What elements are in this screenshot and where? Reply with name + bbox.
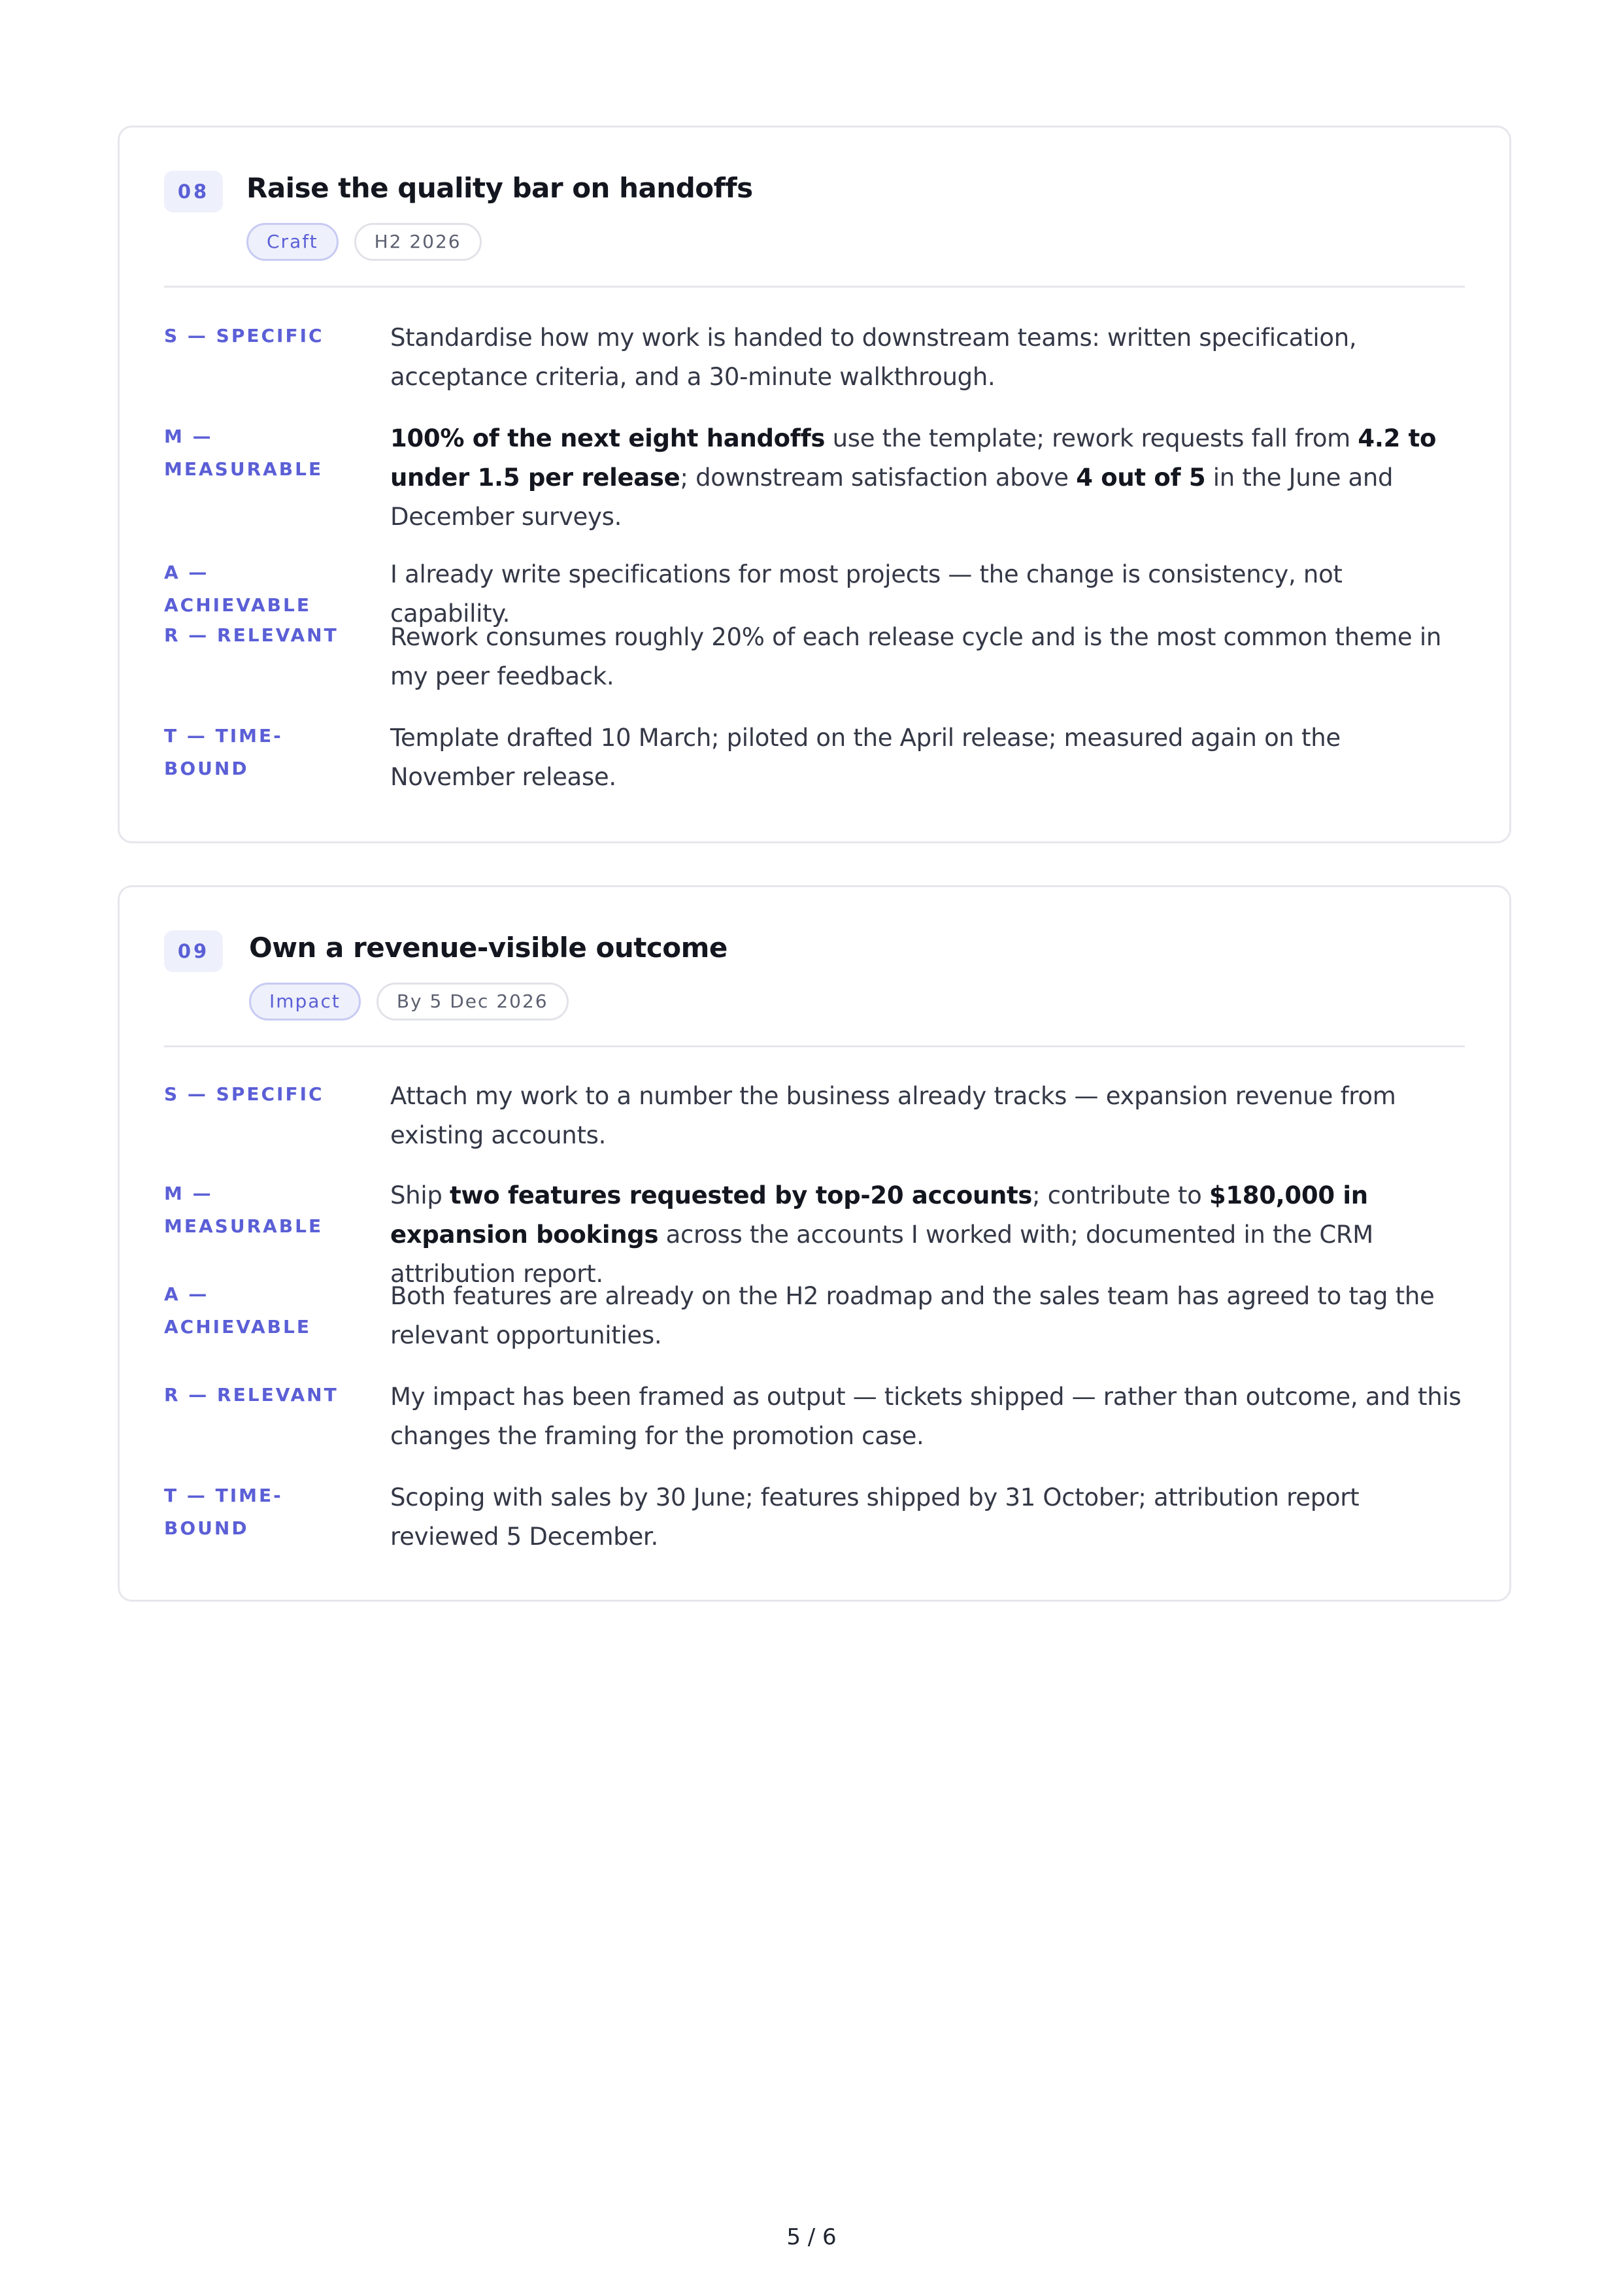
text-segment: Rework consumes roughly 20% of each release cycle and is the most common theme in my peer feedback. [390,623,1441,690]
emphasis-text: 100% of the next eight handoffs [390,424,826,452]
text-segment: ; contribute to [1032,1181,1209,1209]
text-segment: Both features are already on the H2 roadmap and the sales team has agreed to tag the relevant opportunities. [390,1282,1435,1349]
row-text [390,1176,1465,1294]
row-label: R — RELEVANT [164,624,339,646]
text-segment: Scoping with sales by 30 June; features shipped by 31 October; attribution report reviewed 5 December. [390,1483,1360,1551]
goal-tags [246,223,482,261]
category-tag: Craft [246,223,339,261]
row-label: S — SPECIFIC [164,1083,324,1105]
goal-number-badge: 09 [164,930,223,972]
goal-header [164,171,1465,288]
goal-title: Raise the quality bar on handoffs [246,172,753,204]
text-segment: Template drafted 10 March; piloted on the April release; measured again on the November release. [390,724,1341,791]
row-text [390,1077,1465,1155]
row-label: T — TIME-BOUND [164,725,283,779]
goal-card [118,126,1511,843]
emphasis-text: 4 out of 5 [1076,464,1206,492]
row-text [390,1277,1465,1355]
row-text [390,1478,1465,1557]
goal-tags [249,983,569,1021]
category-tag: Impact [249,983,361,1021]
text-segment: I already write specifications for most projects — the change is consistency, not capability. [390,560,1343,628]
row-text [390,1377,1465,1456]
row-label: S — SPECIFIC [164,325,324,346]
row-label: A — ACHIEVABLE [164,562,311,616]
goal-title: Own a revenue-visible outcome [249,932,728,964]
timeframe-tag: By 5 Dec 2026 [376,983,569,1021]
text-segment: Standardise how my work is handed to downstream teams: written specification, acceptance criteria, and a 30-minute walkthrough. [390,324,1357,391]
row-text [390,618,1465,696]
goal-header [164,930,1465,1047]
goal-card [118,885,1511,1602]
row-label: M — MEASURABLE [164,1183,324,1237]
row-text [390,419,1465,537]
row-label: M — MEASURABLE [164,426,324,480]
text-segment: in the June and December surveys. [390,464,1394,531]
emphasis-text: $180,000 in expansion bookings [390,1181,1368,1249]
text-segment: across the accounts I worked with; documented in the CRM attribution report. [390,1221,1373,1288]
text-segment: use the template; rework requests fall from [825,424,1358,452]
text-segment: Ship [390,1181,450,1209]
row-label: R — RELEVANT [164,1384,339,1406]
emphasis-text: 4.2 to under 1.5 per release [390,424,1437,492]
row-text [390,718,1465,797]
page-indicator: 5 / 6 [786,2224,837,2250]
text-segment: Attach my work to a number the business already tracks — expansion revenue from existing accounts. [390,1082,1396,1149]
row-label: A — ACHIEVABLE [164,1283,311,1338]
goal-number-badge: 08 [164,171,223,212]
row-label: T — TIME-BOUND [164,1485,283,1539]
emphasis-text: two features requested by top-20 accounts [449,1181,1033,1209]
row-text [390,318,1465,397]
text-segment: My impact has been framed as output — tickets shipped — rather than outcome, and this changes the framing for the promotion case. [390,1383,1462,1450]
timeframe-tag: H2 2026 [354,223,482,261]
text-segment: ; downstream satisfaction above [680,464,1077,492]
